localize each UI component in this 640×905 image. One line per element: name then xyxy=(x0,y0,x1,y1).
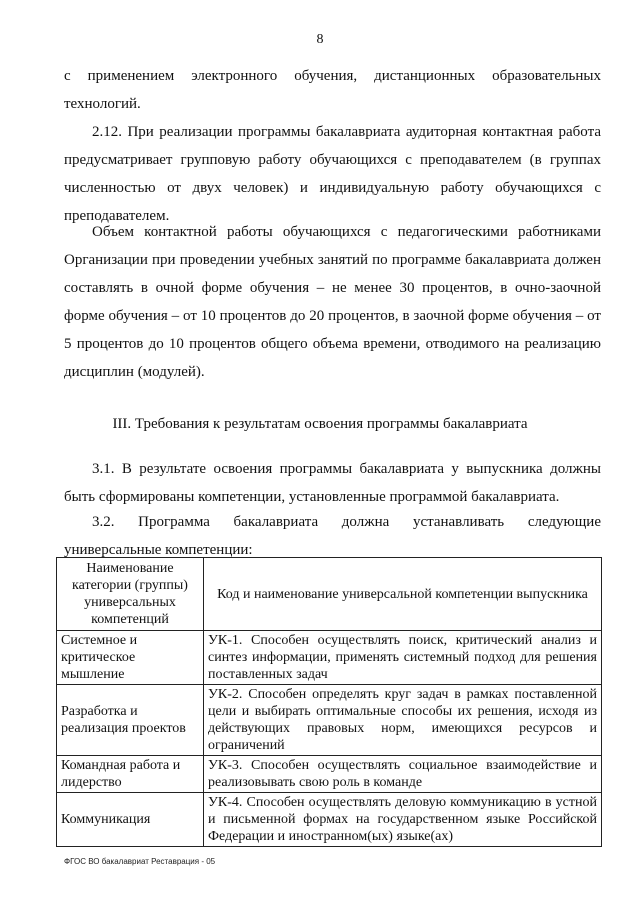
paragraph-continuation-line1: с применением электронного обучения, дистанционных образовательных xyxy=(64,68,601,84)
category-cell: Командная работа и лидерство xyxy=(57,756,204,793)
competence-cell: УК-1. Способен осуществлять поиск, критический анализ и синтез информации, применять системный подход для решения поставленных задач xyxy=(204,631,602,685)
header-category: Наименование категории (группы) универсальных компетенций xyxy=(57,558,204,631)
paragraph-continuation-line2: технологий. xyxy=(64,96,141,112)
paragraph-3-1: 3.1. В результате освоения программы бакалавриата у выпускника должны быть сформированы компетенции, установленные программой бакалавриата. xyxy=(64,461,601,505)
competence-cell: УК-2. Способен определять круг задач в рамках поставленной цели и выбирать оптимальные способы их решения, исходя из действующих правовых норм, имеющихся ресурсов и ограничений xyxy=(204,685,602,756)
paragraph-2-12: 2.12. При реализации программы бакалавриата аудиторная контактная работа предусматривает групповую работу обучающихся с преподавателем (в группах численностью от двух человек) и индивидуальную работу обучающихся с преподавателем. xyxy=(64,124,601,224)
table-row xyxy=(57,685,602,756)
paragraph-3-2: 3.2. Программа бакалавриата должна устанавливать следующие универсальные компетенции: xyxy=(64,514,601,558)
paragraph-contact-volume: Объем контактной работы обучающихся с педагогическими работниками Организации при проведении учебных занятий по программе бакалавриата должен составлять в очной форме обучения – не менее 30 процентов, в очно-заочной форме обучения – от 10 процентов до 20 процентов, в заочной форме обучения – от 5 процентов до 10 процентов общего объема времени, отводимого на реализацию дисциплин (модулей). xyxy=(64,224,601,380)
category-cell: Разработка и реализация проектов xyxy=(57,685,204,756)
table-row xyxy=(57,793,602,847)
category-cell: Системное и критическое мышление xyxy=(57,631,204,685)
table-row xyxy=(57,631,602,685)
footer-note: ФГОС ВО бакалавриат Реставрация - 05 xyxy=(64,857,216,866)
section-heading: III. Требования к результатам освоения программы бакалавриата xyxy=(112,416,528,432)
table-header-row xyxy=(57,558,602,631)
table-row xyxy=(57,756,602,793)
competencies-table xyxy=(56,557,602,847)
page-number: 8 xyxy=(316,32,324,47)
category-cell: Коммуникация xyxy=(57,793,204,847)
header-competence: Код и наименование универсальной компетенции выпускника xyxy=(204,558,602,631)
competence-cell: УК-3. Способен осуществлять социальное взаимодействие и реализовывать свою роль в команде xyxy=(204,756,602,793)
competence-cell: УК-4. Способен осуществлять деловую коммуникацию в устной и письменной формах на государственном языке Российской Федерации и иностранном(ых) языке(ах) xyxy=(204,793,602,847)
